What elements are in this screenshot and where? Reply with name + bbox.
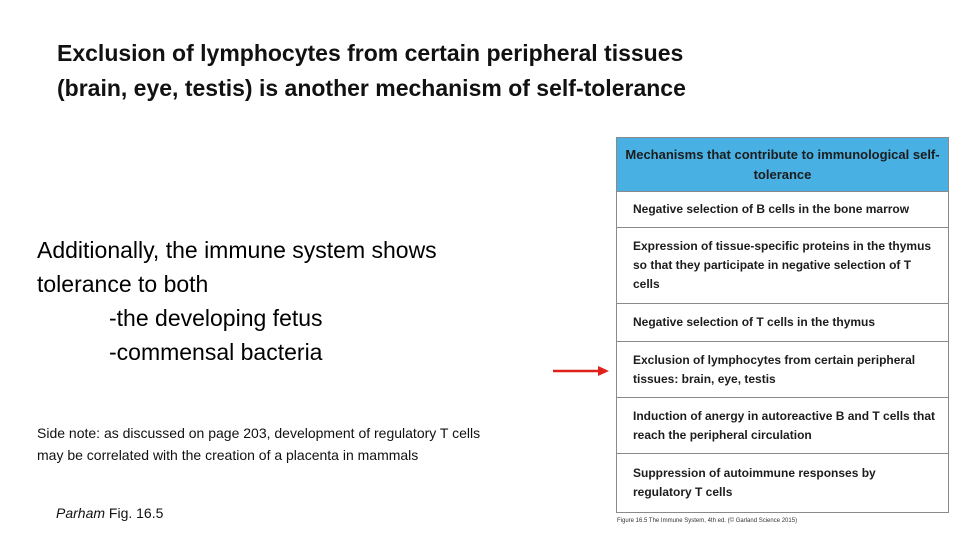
slide-title-line-1: Exclusion of lymphocytes from certain peripheral tissues: [57, 40, 684, 66]
body-bullet-fetus: -the developing fetus: [109, 305, 323, 331]
figure-caption: [56, 503, 163, 523]
figure-credit: Figure 16.5 The Immune System, 4th ed. (© Garland Science 2015): [617, 518, 798, 524]
table-row-anergy-induction: Induction of anergy in autoreactive B and T cells that reach the peripheral circulation: [617, 398, 948, 454]
body-bullet-bacteria: -commensal bacteria: [109, 339, 323, 365]
body-line-2: tolerance to both: [37, 271, 209, 297]
side-note-line-1: Side note: as discussed on page 203, development of regulatory T cells: [37, 425, 481, 441]
table-row-lymphocyte-exclusion: Exclusion of lymphocytes from certain peripheral tissues: brain, eye, testis: [617, 342, 948, 398]
caption-author: Parham: [56, 505, 106, 521]
caption-figure: Fig. 16.5: [108, 505, 164, 521]
side-note: [37, 422, 577, 466]
right-arrow-icon: [553, 364, 609, 378]
table-row-tissue-specific-expression: Expression of tissue-specific proteins in the thymus so that they participate in negative selection of T cells: [617, 228, 948, 304]
slide-title-line-2: (brain, eye, testis) is another mechanism of self-tolerance: [57, 75, 686, 101]
body-line-1: Additionally, the immune system shows: [37, 237, 437, 263]
mechanisms-table-header: Mechanisms that contribute to immunological self-tolerance: [617, 138, 948, 192]
mechanisms-table: [616, 137, 949, 513]
side-note-line-2: may be correlated with the creation of a placenta in mammals: [37, 447, 419, 463]
slide-title: [57, 36, 817, 106]
table-row-regulatory-t-cell-suppression: Suppression of autoimmune responses by regulatory T cells: [633, 466, 876, 499]
body-text: [37, 233, 557, 369]
table-row-t-cell-negative-selection: Negative selection of T cells in the thymus: [617, 304, 948, 342]
table-row-b-cell-negative-selection: Negative selection of B cells in the bone marrow: [617, 192, 948, 228]
